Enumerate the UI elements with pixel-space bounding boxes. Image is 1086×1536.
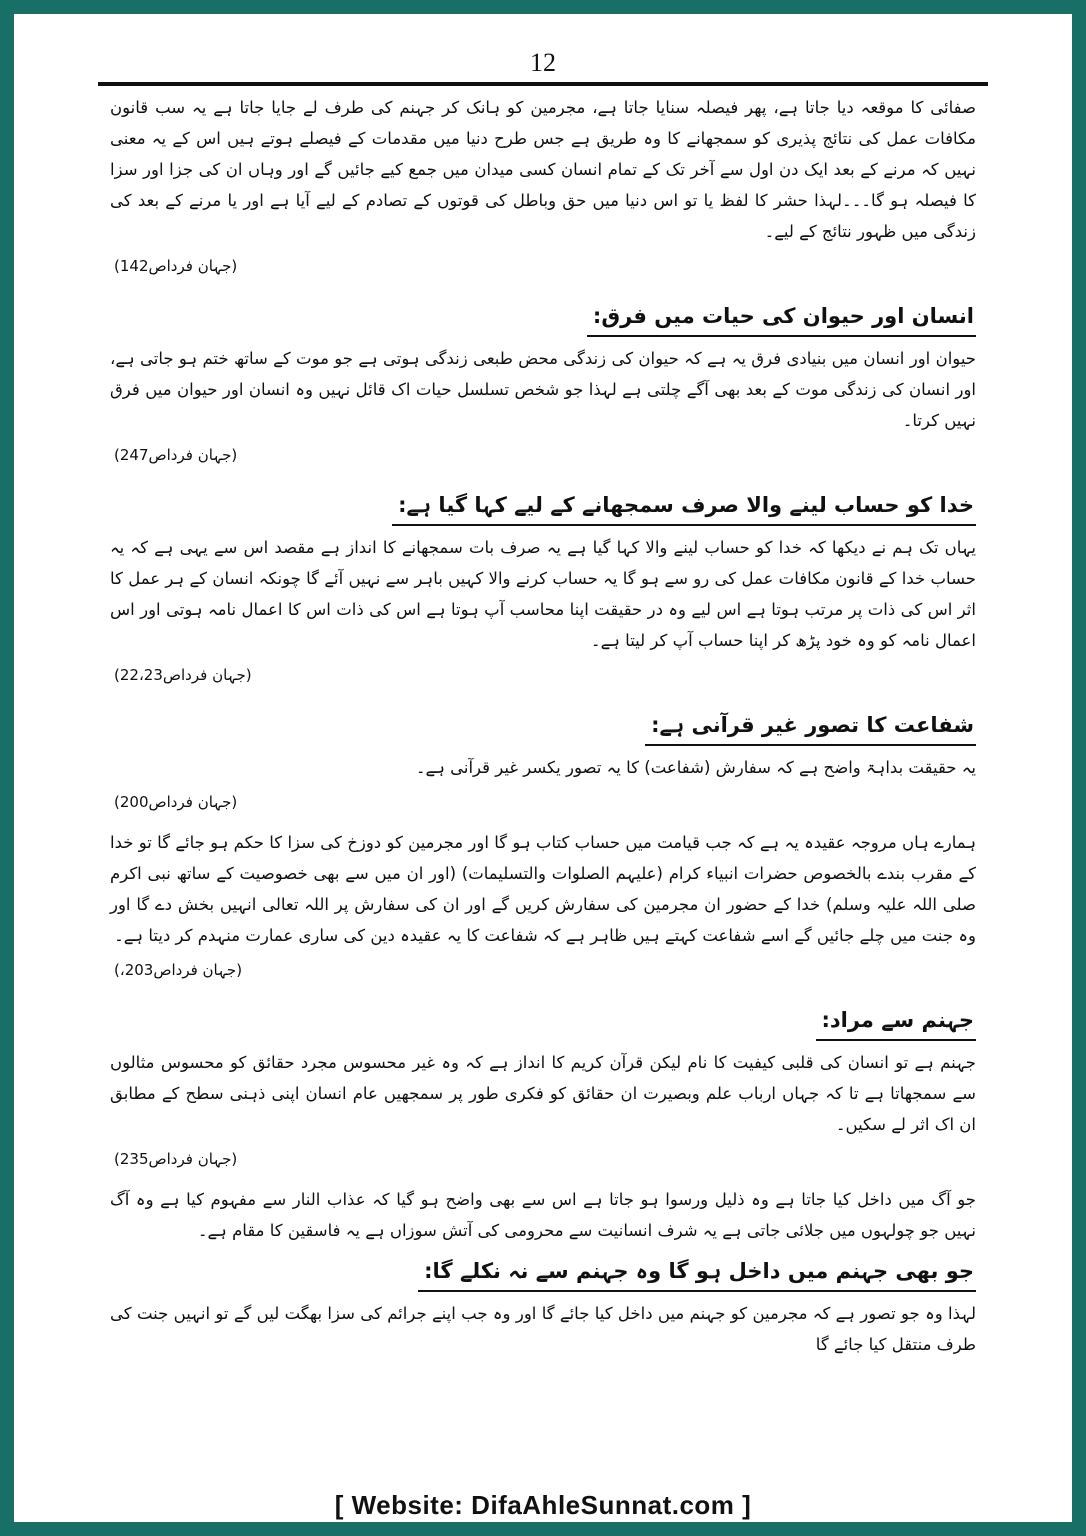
heading-na-niklega: جو بھی جہنم میں داخل ہو گا وہ جہنم سے نہ نکلے گا: <box>418 1254 976 1292</box>
heading-hisab: خدا کو حساب لینے والا صرف سمجھانے کے لیے کہا گیا ہے: <box>392 488 976 526</box>
reference-22-23: (جہان فرداص22،23) <box>114 666 252 684</box>
header-rule <box>98 82 988 86</box>
heading-insan-haiwan: انسان اور حیوان کی حیات میں فرق: <box>587 299 976 337</box>
reference-200: (جہان فرداص200) <box>114 793 238 811</box>
reference-142: (جہان فرداص142) <box>114 257 238 275</box>
paragraph-jahannam: جہنم ہے تو انسان کی قلبی کیفیت کا نام لیکن قرآن کریم کا انداز ہے کہ وہ غیر محسوس مجرد حقائق کو محسوس مثالوں سے سمجھاتا ہے تا کہ جہاں ارباب علم وبصیرت ان حقائق کو فکری طور پر سمجھیں عام انسان اپنی ذہنی سطح کے مطابق ان اک اثر لے سکیں۔ <box>110 1053 976 1134</box>
paragraph-insan-haiwan: حیوان اور انسان میں بنیادی فرق یہ ہے کہ حیوان کی زندگی محض طبعی زندگی ہوتی ہے جو موت کے ساتھ ختم ہو جاتی ہے، اور انسان کی زندگی موت کے بعد بھی آگے چلتی ہے لہذا جو شخص تسلسل حیات اک قائل نہیں وہ انسان اور حیوان میں فرق نہیں کرتا۔ <box>110 349 976 430</box>
paragraph-aag: جو آگ میں داخل کیا جاتا ہے وہ ذلیل ورسوا ہو جاتا ہے اس سے بھی واضح ہو گیا کہ عذاب النار سے مفہوم کیا ہے وہ آگ نہیں جو چولہوں میں جلائی جاتی ہے یہ شرف انسانیت سے محرومی کی آتش سوزاں ہے یہ فاسقین کا مقام ہے۔ <box>110 1190 976 1240</box>
reference-247: (جہان فرداص247) <box>114 446 238 464</box>
heading-jahannam: جہنم سے مراد: <box>816 1003 977 1041</box>
paragraph-na-niklega: لہذا وہ جو تصور ہے کہ مجرمین کو جہنم میں داخل کیا جائے گا اور وہ جب اپنے جرائم کی سزا بھگت لیں گے تو انہیں جنت کی طرف منتقل کیا جائے گا <box>110 1304 976 1354</box>
document-body <box>110 92 976 1360</box>
paragraph-shafaat: یہ حقیقت بداہۃ واضح ہے کہ سفارش (شفاعت) کا یہ تصور یکسر غیر قرآنی ہے۔ <box>415 758 976 777</box>
paragraph-hisab: یہاں تک ہم نے دیکھا کہ خدا کو حساب لینے والا کہا گیا ہے یہ صرف بات سمجھانے کا انداز ہے مقصد اس سے یہی ہے کہ یہ حساب خدا کے قانون مکافات عمل کی رو سے ہو گا یہ حساب کرنے والا کہیں باہر سے نہیں آئے گا چونکہ انسان کے ہر عمل کا اثر اس کی ذات پر مرتب ہوتا ہے اس لیے وہ در حقیقت اپنا محاسب آپ ہوتا ہے اس کی ذات اس کا اعمال نامہ ہوتی اور اس اعمال نامہ کو وہ خود پڑھ کر اپنا حساب آپ کر لیتا ہے۔ <box>110 538 976 650</box>
website-footer: [ Website: DifaAhleSunnat.com ] <box>334 1490 752 1520</box>
page-number: 12 <box>530 48 556 77</box>
paragraph-shafaat-aqeeda: ہمارے ہاں مروجہ عقیدہ یہ ہے کہ جب قیامت میں حساب کتاب ہو گا اور مجرمین کو دوزخ کی سزا کا حکم ہو جائے گا تو خدا کے مقرب بندے بالخصوص حضرات انبیاء کرام (علیہم الصلوات والتسلیمات) (اور ان میں سے بھی خصوصیت کے ساتھ نبی اکرم صلی اللہ علیہ وسلم) خدا کے حضور ان مجرمین کی سفارش کریں گے اور ان کی سفارش پر اللہ تعالی انہیں بخش دے گا اور وہ جنت میں چلے جائیں گے اسے شفاعت کہتے ہیں ظاہر ہے کہ شفاعت کا یہ عقیدہ دین کی ساری عمارت منہدم کر دیتا ہے۔ <box>110 833 976 945</box>
reference-235: (جہان فرداص235) <box>114 1150 238 1168</box>
heading-shafaat: شفاعت کا تصور غیر قرآنی ہے: <box>645 708 976 746</box>
reference-203: (جہان فرداص203،) <box>114 961 243 979</box>
paragraph-hashr: صفائی کا موقعہ دیا جاتا ہے، پھر فیصلہ سنایا جاتا ہے، مجرمین کو ہانک کر جہنم کی طرف لے جایا جاتا ہے یہ سب قانون مکافات عمل کی نتائج پذیری کو سمجھانے کا وہ طریق ہے جس طرح دنیا میں مقدمات کے فیصلے ہوتے ہیں اس کے یہ معنی نہیں کہ مرنے کے بعد ایک دن اول سے آخر تک کے تمام انسان کسی میدان میں جمع کیے جائیں گے اور وہاں ان کی جزا اور سزا کا فیصلہ ہو گا۔۔۔لہذا حشر کا لفظ یا تو اس دنیا میں حق وباطل کی قوتوں کے تصادم کے لیے آیا ہے اور یا مرنے کے بعد کی زندگی میں ظہور نتائج کے لیے۔ <box>110 98 976 241</box>
